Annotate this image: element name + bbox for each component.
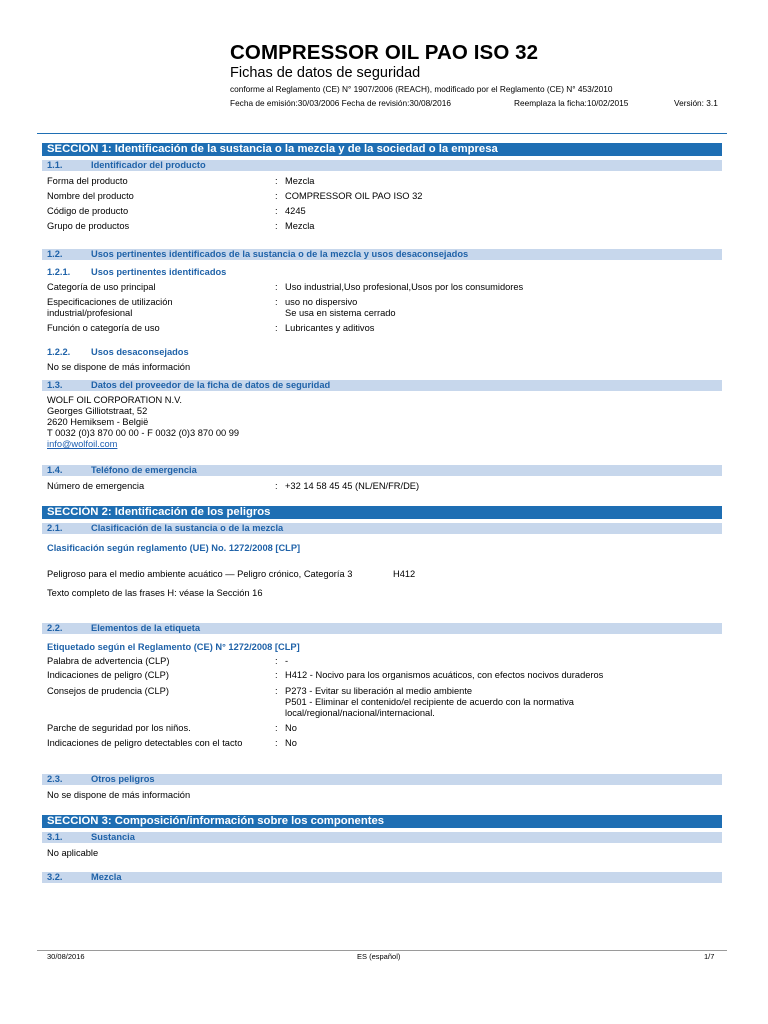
body-text: No se dispone de más información xyxy=(47,790,191,800)
subsection-2-1-header xyxy=(42,523,722,534)
colon: : xyxy=(275,176,278,186)
colon: : xyxy=(275,738,278,748)
field-label: Categoría de uso principal xyxy=(47,282,156,292)
subsection-number: 1.3. xyxy=(47,380,63,390)
replaces-date: Reemplaza la ficha:10/02/2015 xyxy=(514,98,629,108)
supplier-street: Georges Gilliotstraat, 52 xyxy=(47,406,148,416)
colon: : xyxy=(275,481,278,491)
subsection-1-2-1-heading xyxy=(47,267,447,279)
field-value: Uso industrial,Uso profesional,Usos por los consumidores xyxy=(285,282,524,292)
field-value-cont: local/regional/nacional/internacional. xyxy=(285,708,435,718)
subsection-number: 1.2.1. xyxy=(47,267,71,277)
footer-language: ES (español) xyxy=(357,952,401,961)
subsection-1-2-header xyxy=(42,249,722,260)
colon: : xyxy=(275,686,278,696)
body-text: No aplicable xyxy=(47,848,99,858)
subsection-title: Datos del proveedor de la ficha de datos de seguridad xyxy=(91,380,331,390)
supplier-email-link[interactable]: info@wolfoil.com xyxy=(47,439,118,449)
subsection-number: 1.4. xyxy=(47,465,63,475)
subsection-number: 1.2.2. xyxy=(47,347,71,357)
hazard-classification: Peligroso para el medio ambiente acuático — Peligro crónico, Categoría 3 xyxy=(47,569,353,579)
subsection-title: Usos pertinentes identificados de la sustancia o de la mezcla y usos desaconsejados xyxy=(91,249,469,259)
subsection-number: 1.2. xyxy=(47,249,63,259)
footer-page-number: 1/7 xyxy=(704,952,715,961)
field-value: P273 - Evitar su liberación al medio ambiente xyxy=(285,686,473,696)
h-phrases-note: Texto completo de las frases H: véase la Sección 16 xyxy=(47,588,263,598)
field-label: Indicaciones de peligro detectables con el tacto xyxy=(47,738,243,748)
document-title: COMPRESSOR OIL PAO ISO 32 xyxy=(230,41,539,64)
colon: : xyxy=(275,282,278,292)
clp-classification-heading: Clasificación según reglamento (UE) No. 1272/2008 [CLP] xyxy=(47,543,301,553)
field-value-cont: P501 - Eliminar el contenido/el recipiente de acuerdo con la normativa xyxy=(285,697,574,707)
subsection-number: 2.2. xyxy=(47,623,63,633)
regulation-note: conforme al Reglamento (CE) N° 1907/2006 (REACH), modificado por el Reglamento (CE) N° 453/2010 xyxy=(230,84,613,94)
subsection-title: Usos pertinentes identificados xyxy=(91,267,227,277)
subsection-3-2-header xyxy=(42,872,722,883)
subsection-title: Usos desaconsejados xyxy=(91,347,189,357)
subsection-1-4-header xyxy=(42,465,722,476)
footer-date: 30/08/2016 xyxy=(47,952,85,961)
subsection-title: Sustancia xyxy=(91,832,135,842)
field-label: Función o categoría de uso xyxy=(47,323,160,333)
field-label: Código de producto xyxy=(47,206,129,216)
field-label: Parche de seguridad por los niños. xyxy=(47,723,191,733)
field-label: Nombre del producto xyxy=(47,191,134,201)
field-label: Especificaciones de utilización xyxy=(47,297,173,307)
subsection-2-3-header xyxy=(42,774,722,785)
subsection-title: Mezcla xyxy=(91,872,122,882)
field-value: Mezcla xyxy=(285,176,315,186)
field-value: Lubricantes y aditivos xyxy=(285,323,375,333)
field-label-cont: industrial/profesional xyxy=(47,308,133,318)
subsection-title: Elementos de la etiqueta xyxy=(91,623,201,633)
field-value: No xyxy=(285,723,297,733)
footer-divider xyxy=(37,950,727,951)
hazard-code: H412 xyxy=(393,569,416,579)
colon: : xyxy=(275,723,278,733)
subsection-title: Teléfono de emergencia xyxy=(91,465,197,475)
field-value: +32 14 58 45 45 (NL/EN/FR/DE) xyxy=(285,481,420,491)
colon: : xyxy=(275,656,278,666)
field-value: Mezcla xyxy=(285,221,315,231)
section-2-header: SECCIÓN 2: Identificación de los peligros xyxy=(42,506,722,519)
field-label: Indicaciones de peligro (CLP) xyxy=(47,670,169,680)
colon: : xyxy=(275,323,278,333)
issue-dates: Fecha de emisión:30/03/2006 Fecha de revisión:30/08/2016 xyxy=(230,98,451,108)
field-label: Número de emergencia xyxy=(47,481,145,491)
field-value: 4245 xyxy=(285,206,306,216)
field-value-cont: Se usa en sistema cerrado xyxy=(285,308,396,318)
section-1-header: SECCION 1: Identificación de la sustancia o la mezcla y de la sociedad o la empresa xyxy=(42,143,722,156)
field-value: COMPRESSOR OIL PAO ISO 32 xyxy=(285,191,423,201)
supplier-name: WOLF OIL CORPORATION N.V. xyxy=(47,395,182,405)
subsection-1-3-header xyxy=(42,380,722,391)
section-3-header: SECCION 3: Composición/información sobre los componentes xyxy=(42,815,722,828)
colon: : xyxy=(275,206,278,216)
subsection-title: Identificador del producto xyxy=(91,160,206,170)
supplier-phone: T 0032 (0)3 870 00 00 - F 0032 (0)3 870 00 99 xyxy=(47,428,240,438)
subsection-title: Otros peligros xyxy=(91,774,155,784)
subsection-3-1-header xyxy=(42,832,722,843)
subsection-number: 2.1. xyxy=(47,523,63,533)
clp-labelling-heading: Etiquetado según el Reglamento (CE) N° 1272/2008 [CLP] xyxy=(47,642,300,652)
header-divider xyxy=(37,133,727,134)
version: Versión: 3.1 xyxy=(674,98,718,108)
subsection-number: 1.1. xyxy=(47,160,63,170)
colon: : xyxy=(275,191,278,201)
subsection-1-2-2-heading xyxy=(47,347,447,359)
field-label: Grupo de productos xyxy=(47,221,130,231)
field-label: Forma del producto xyxy=(47,176,128,186)
field-label: Palabra de advertencia (CLP) xyxy=(47,656,170,666)
field-value: - xyxy=(285,656,289,666)
subsection-number: 3.1. xyxy=(47,832,63,842)
subsection-number: 2.3. xyxy=(47,774,63,784)
field-label: Consejos de prudencia (CLP) xyxy=(47,686,169,696)
document-subtitle: Fichas de datos de seguridad xyxy=(230,65,421,81)
colon: : xyxy=(275,670,278,680)
body-text: No se dispone de más información xyxy=(47,362,191,372)
supplier-city: 2620 Hemiksem - België xyxy=(47,417,149,427)
field-value: No xyxy=(285,738,297,748)
colon: : xyxy=(275,221,278,231)
subsection-2-2-header xyxy=(42,623,722,634)
field-value: uso no dispersivo xyxy=(285,297,358,307)
subsection-1-1-header xyxy=(42,160,722,171)
subsection-title: Clasificación de la sustancia o de la mezcla xyxy=(91,523,284,533)
field-value: H412 - Nocivo para los organismos acuáticos, con efectos nocivos duraderos xyxy=(285,670,604,680)
subsection-number: 3.2. xyxy=(47,872,63,882)
colon: : xyxy=(275,297,278,307)
